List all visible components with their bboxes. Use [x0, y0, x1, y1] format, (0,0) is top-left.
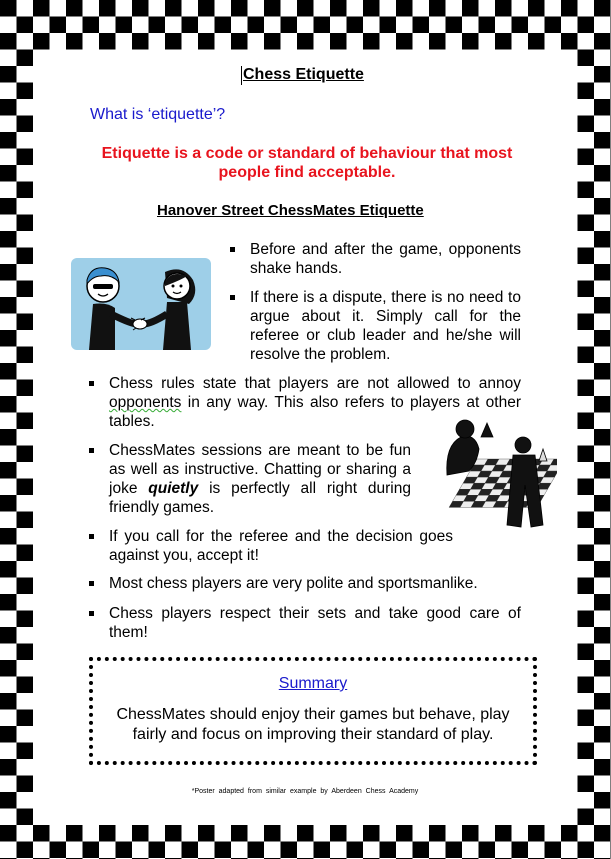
spellcheck-word: opponents — [109, 394, 182, 411]
etiquette-definition: Etiquette is a code or standard of behaviour that most people find acceptable. — [101, 145, 513, 181]
summary-text: ChessMates should enjoy their games but behave, play fairly and focus on improving their standard of play. — [116, 706, 510, 743]
etiquette-question: What is ‘etiquette’? — [90, 106, 226, 123]
handshake-clipart — [71, 258, 211, 350]
page-title: Chess Etiquette — [243, 66, 364, 83]
bullet-item — [250, 288, 521, 364]
etiquette-subtitle: Hanover Street ChessMates Etiquette — [157, 202, 424, 219]
bullet-text: Before and after the game, opponents shake hands. — [250, 241, 521, 277]
summary-heading: Summary — [278, 675, 348, 692]
bullet-text: If you call for the referee and the decision goes against you, accept it! — [109, 528, 453, 564]
bullet-text: If there is a dispute, there is no need to argue about it. Simply call for the referee or club leader and he/she will resolve the problem. — [250, 289, 521, 363]
chess-players-clipart — [417, 415, 557, 535]
bullet-item — [109, 604, 521, 642]
footnote: *Poster adapted from similar example by Aberdeen Chess Academy — [191, 788, 419, 795]
bullet-item: Chess rules state that players are not allowed to annoy opponents in any way. This also refers to players at other tables. — [109, 374, 521, 431]
bullet-item — [250, 240, 521, 278]
bullet-text: Chess players respect their sets and take good care of them! — [109, 605, 521, 641]
bullet-item: ChessMates sessions are meant to be fun as well as instructive. Chatting or sharing a joke quietly is perfectly all right during friendly games. — [109, 441, 411, 517]
bullet-text: Most chess players are very polite and sportsmanlike. — [109, 575, 478, 592]
poster-page — [47, 50, 563, 809]
text-cursor — [241, 66, 242, 85]
summary-box — [89, 657, 537, 765]
bullet-item — [109, 527, 453, 565]
bullet-item — [109, 574, 521, 593]
